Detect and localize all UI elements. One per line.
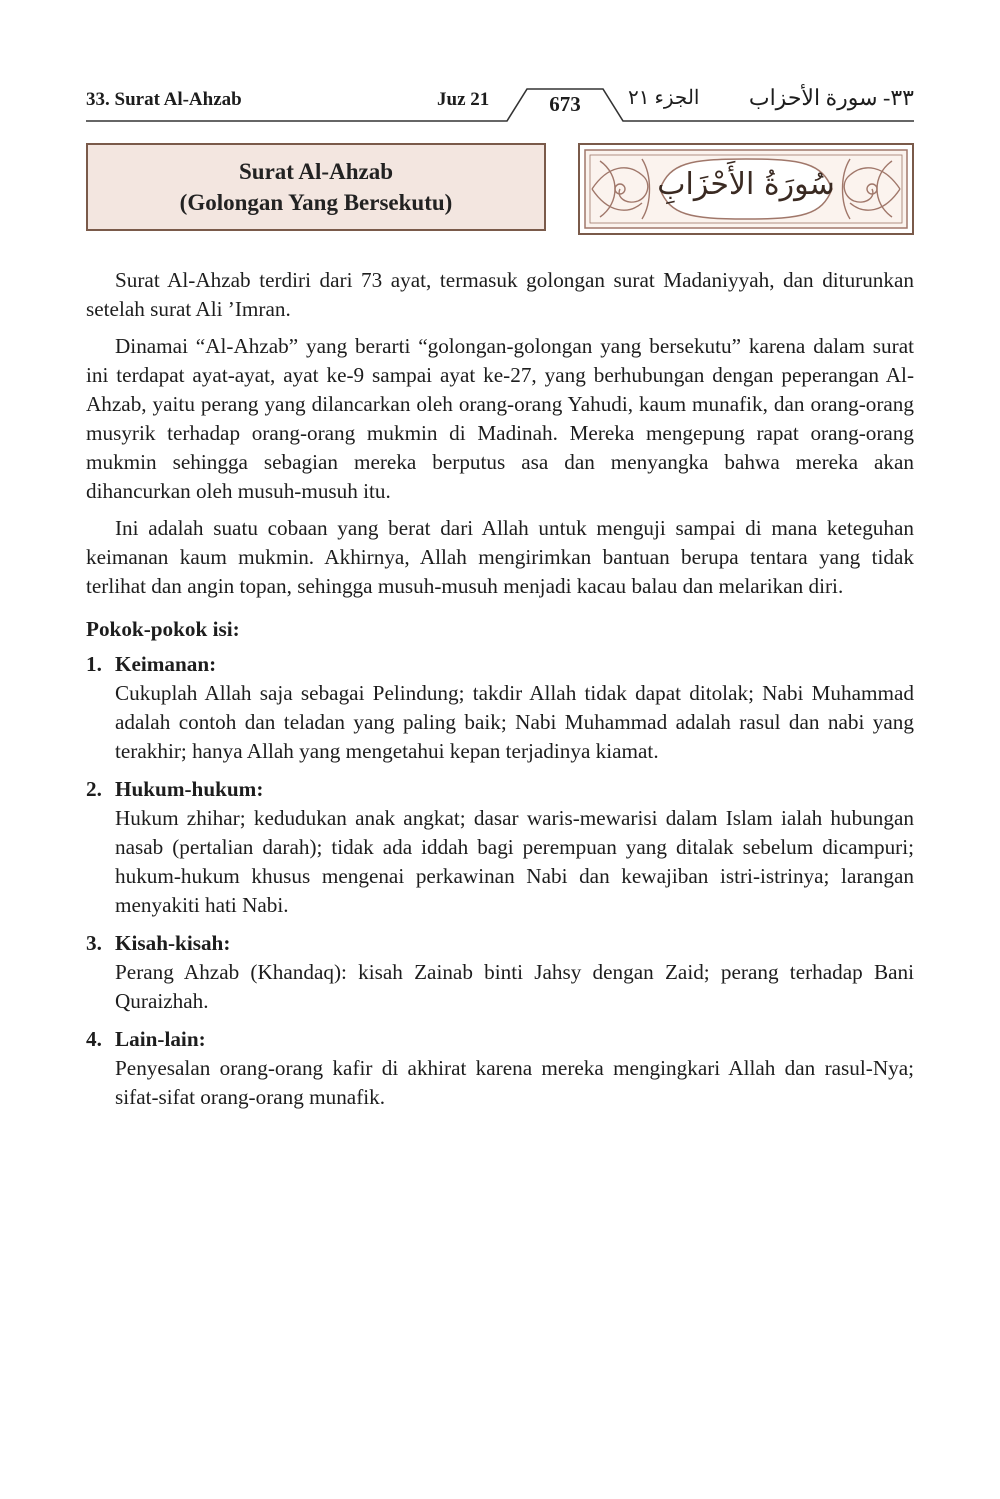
header-rule	[0, 0, 1000, 140]
surah-ornament-box	[578, 143, 914, 235]
list-item	[86, 929, 914, 1016]
list-item-heading: Lain-lain:	[115, 1027, 206, 1051]
surah-subtitle: (Golongan Yang Bersekutu)	[179, 190, 453, 215]
surah-title-box	[86, 143, 546, 231]
list-item	[86, 775, 914, 920]
list-item	[86, 1025, 914, 1112]
intro-paragraph: Surat Al-Ahzab terdiri dari 73 ayat, termasuk golongan surat Madaniyyah, dan diturunkan setelah surat Ali ’Imran.	[86, 268, 914, 321]
header-juz: Juz 21	[437, 89, 490, 110]
surah-introduction	[86, 266, 914, 1121]
list-item-number: 3.	[86, 931, 102, 955]
list-item-number: 4.	[86, 1027, 102, 1051]
list-item-heading: Hukum-hukum:	[115, 777, 264, 801]
list-item-text: Perang Ahzab (Khandaq): kisah Zainab binti Jahsy dengan Zaid; perang terhadap Bani Quraizhah.	[115, 960, 914, 1013]
header-juz-arabic: الجزء ٢١	[628, 87, 700, 109]
surah-name-arabic: سُورَةُ الأَحْزَابِ	[657, 167, 835, 202]
intro-paragraph: Dinamai “Al-Ahzab” yang berarti “golongan-golongan yang bersekutu” karena dalam surat ini terdapat ayat-ayat, ayat ke-9 sampai ayat ke-27, yang berhubungan dengan peperangan Al-Ahzab, yaitu perang yang dilancarkan oleh orang-orang Yahudi, kaum munafik, dan orang-orang musyrik terhadap orang-orang mukmin di Madinah. Mereka mengepung rapat orang-orang mukmin sehingga sebagian mereka berputus asa dan menyangka bahwa mereka akan dihancurkan oleh musuh-musuh itu.	[86, 334, 914, 503]
header-surah-arabic: ٣٣- سورة الأحزاب	[748, 85, 914, 110]
list-item-text: Cukuplah Allah saja sebagai Pelindung; takdir Allah tidak dapat ditolak; Nabi Muhammad adalah contoh dan teladan yang paling baik; Nabi Muhammad adalah rasul dan nabi yang terakhir; hanya Allah yang mengetahui kepan terjadinya kiamat.	[115, 681, 914, 763]
page-number: 673	[549, 92, 581, 116]
list-item-heading: Kisah-kisah:	[115, 931, 231, 955]
list-item-heading: Keimanan:	[115, 652, 217, 676]
header-surah-title: 33. Surat Al-Ahzab	[86, 89, 242, 110]
intro-paragraph: Ini adalah suatu cobaan yang berat dari Allah untuk menguji sampai di mana keteguhan keimanan kaum mukmin. Akhirnya, Allah mengirimkan bantuan berupa tentara yang tidak terlihat dan angin topan, sehingga musuh-musuh menjadi kacau balau dan melarikan diri.	[86, 516, 914, 598]
section-heading: Pokok-pokok isi:	[86, 617, 240, 641]
surah-title: Surat Al-Ahzab	[239, 159, 393, 184]
list-item	[86, 650, 914, 766]
list-item-text: Hukum zhihar; kedudukan anak angkat; dasar waris-mewarisi dalam Islam ialah hubungan nasab (pertalian darah); tidak ada iddah bagi perempuan yang ditalak sebelum dicampuri; hukum-hukum khusus mengenai perkawinan Nabi dan kewajiban istri-istrinya; larangan menyakiti hati Nabi.	[115, 806, 914, 917]
list-item-number: 1.	[86, 652, 102, 676]
list-item-text: Penyesalan orang-orang kafir di akhirat karena mereka mengingkari Allah dan rasul-Nya; sifat-sifat orang-orang munafik.	[115, 1056, 914, 1109]
list-item-number: 2.	[86, 777, 102, 801]
